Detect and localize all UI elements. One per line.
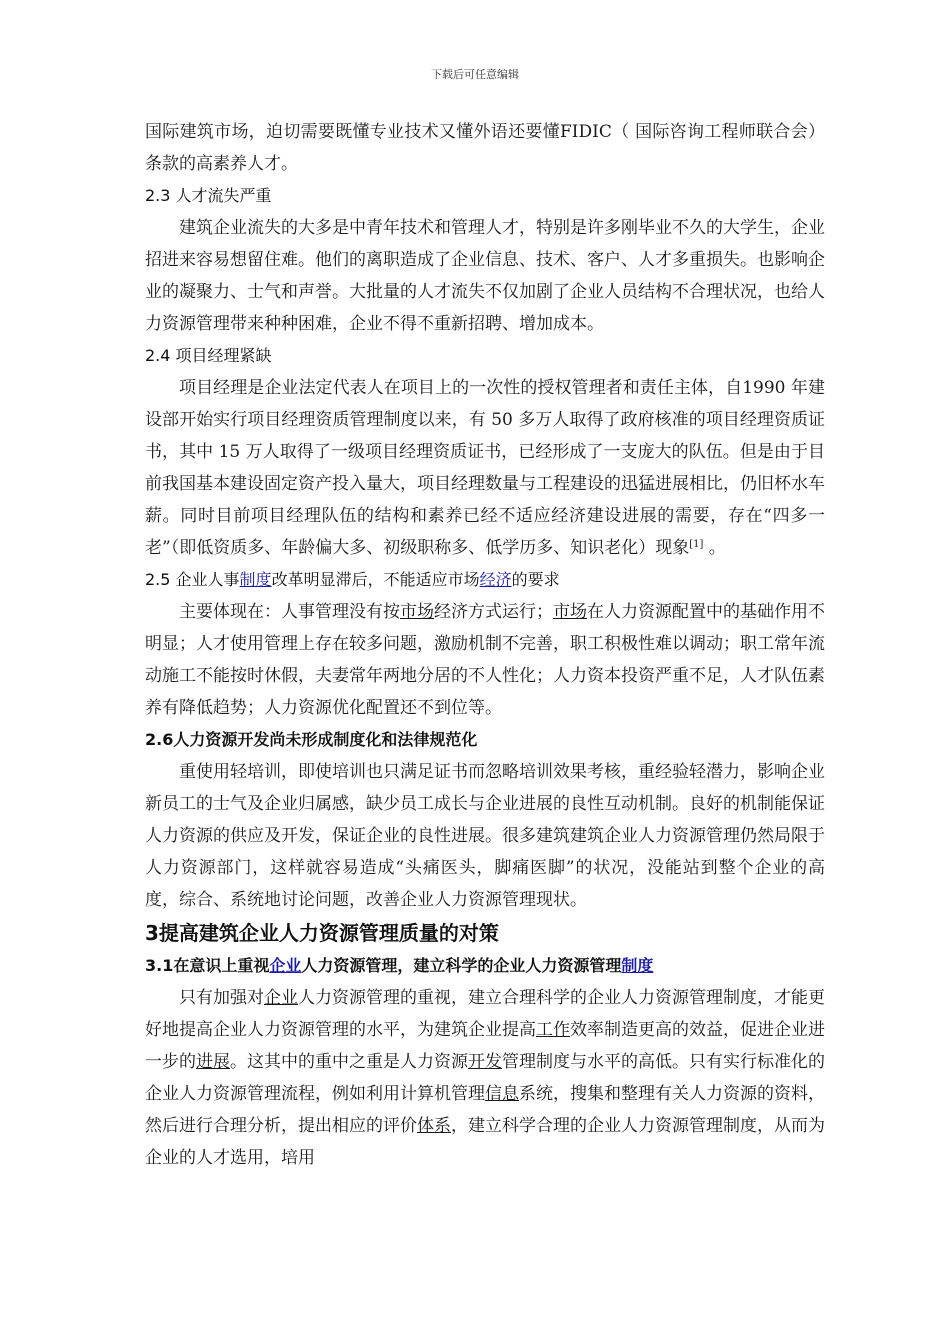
heading-3-1-part: 人力资源管理，建立科学的企业人力资源管理 (301, 956, 622, 975)
underlined-term: 企业 (264, 988, 298, 1008)
link-qiye[interactable]: 企业 (269, 956, 302, 975)
underlined-term: 体系 (417, 1116, 451, 1136)
heading-3-1 (145, 950, 825, 982)
text-run: 系统，搜集和整理有关人力资源的资料，然后进行合理分析，提出相应的评价 (145, 1084, 825, 1136)
underlined-term: 市场 (400, 602, 434, 622)
heading-2-3: 2.3 人才流失严重 (145, 186, 272, 205)
paragraph-2-3: 建筑企业流失的大多是中青年技术和管理人才，特别是许多刚毕业不久的大学生，企业招进来容易想留住难。他们的离职造成了企业信息、技术、客户、人才多重损失。也影响企业的凝聚力、士气和声誉。大批量的人才流失不仅加剧了企业人员结构不合理状况，也给人力资源管理带来种种困难，企业不得不重新招聘、增加成本。 (145, 218, 825, 334)
text-run: 效率制造更高的效益，促进企业进一步的 (145, 1020, 825, 1072)
citation-ref: [1] (689, 539, 704, 550)
intro-paragraph: 国际建筑市场，迫切需要既懂专业技术又懂外语还要懂FIDIC（ 国际咨询工程师联合会）条款的高素养人才。 (145, 122, 825, 174)
underlined-term: 信息 (485, 1084, 519, 1104)
paragraph-2-6: 重使用轻培训，即使培训也只满足证书而忽略培训效果考核，重经验轻潜力，影响企业新员工的士气及企业归属感，缺少员工成长与企业进展的良性互动机制。良好的机制能保证人力资源的供应及开发，保证企业的良性进展。很多建筑建筑企业人力资源管理仍然局限于人力资源部门，这样就容易造成“头痛医头，脚痛医脚”的状况，没能站到整个企业的高度，综合、系统地讨论问题，改善企业人力资源管理现状。 (145, 762, 825, 910)
heading-2-5-part: 改革明显滞后，不能适应市场 (271, 570, 480, 589)
heading-2-5-part: 2.5 企业人事 (145, 570, 240, 589)
heading-2-4: 2.4 项目经理紧缺 (145, 346, 272, 365)
paragraph-2-4-tail: 。 (703, 538, 726, 558)
text-run: 人力资源管理的重视，建立合理科学的企业人力资源管理制度，才能更好地提高企业人力资源管理的水平，为建筑企业提高 (145, 988, 825, 1040)
text-run: 主要体现在：人事管理没有按 (179, 602, 400, 622)
text-run: 管理制度与水平的高低。只有实行标准化的企业人力资源管理流程，例如利用计算机管理 (145, 1052, 825, 1104)
paragraph-3-1 (145, 982, 825, 1174)
underlined-term: 工作 (536, 1020, 570, 1040)
paragraph-2-5 (145, 596, 825, 724)
text-run: 只有加强对 (179, 988, 264, 1008)
link-zhidu-2[interactable]: 制度 (621, 956, 654, 975)
text-run: 。这其中的重中之重是人力资源 (230, 1052, 468, 1072)
heading-2-6: 2.6人力资源开发尚未形成制度化和法律规范化 (145, 730, 478, 749)
heading-2-5-part: 的要求 (511, 570, 560, 589)
heading-3: 3提高建筑企业人力资源管理质量的对策 (145, 921, 499, 945)
paragraph-2-4 (145, 372, 825, 564)
text-run: 经济方式运行； (434, 602, 553, 622)
paragraph-2-4-text: 项目经理是企业法定代表人在项目上的一次性的授权管理者和责任主体，自1990 年建设部开始实行项目经理资质管理制度以来，有 50 多万人取得了政府核准的项目经理资质证书，其中 15 万人取得了一级项目经理资质证书，已经形成了一支庞大的队伍。但是由于目前我国基本建设固定资产投入量大，项目经理数量与工程建设的迅猛进展相比，仍旧杯水车薪。同时目前项目经理队伍的结构和素养已经不适应经济建设进展的需要，存在“四多一老”（即低资质多、年龄偏大多、初级职称多、低学历多、知识老化）现象 (145, 378, 825, 558)
underlined-term: 进展 (196, 1052, 230, 1072)
underlined-term: 市场 (553, 602, 587, 622)
heading-2-5 (145, 564, 825, 596)
document-body (145, 116, 825, 1174)
heading-3-1-part: 3.1在意识上重视 (145, 956, 270, 975)
underlined-term: 开发 (468, 1052, 502, 1072)
text-run: 在人力资源配置中的基础作用不明显；人才使用管理上存在较多问题，激励机制不完善，职工积极性难以调动；职工常年流动施工不能按时休假，夫妻常年两地分居的不人性化；人力资本投资严重不足，人才队伍素养有降低趋势；人力资源优化配置还不到位等。 (145, 602, 825, 718)
text-run: ，建立科学合理的企业人力资源管理制度，从而为企业的人才选用，培用 (145, 1116, 825, 1168)
link-jingji[interactable]: 经济 (479, 570, 512, 589)
link-zhidu[interactable]: 制度 (239, 570, 272, 589)
page-header: 下载后可任意编辑 (431, 68, 519, 81)
